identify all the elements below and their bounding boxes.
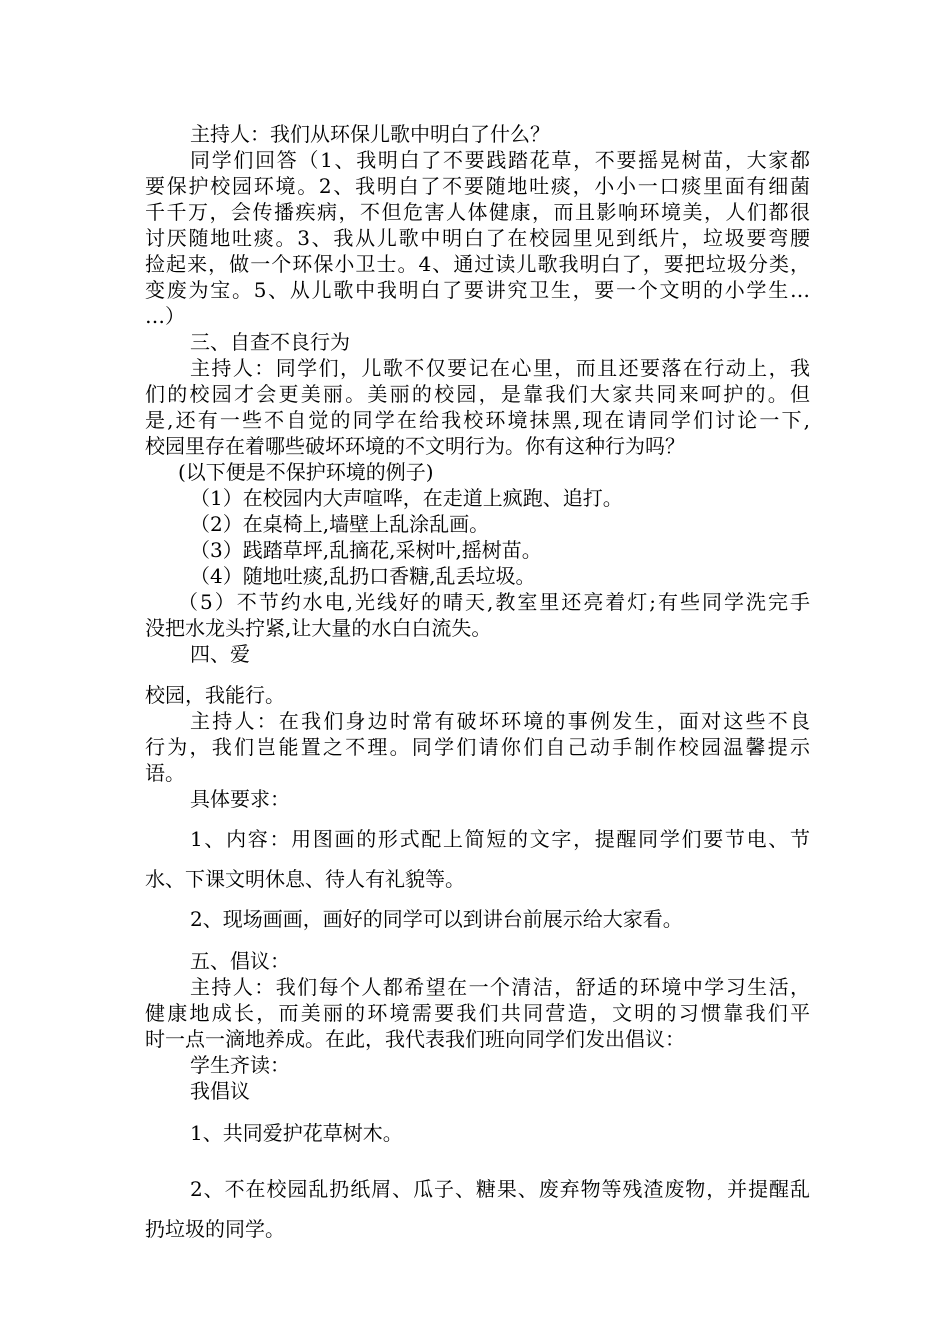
paragraph-line: 扔垃圾的同学。 — [145, 1217, 285, 1241]
paragraph-line: 要保护校园环境。2、我明白了不要随地吐痰，小小一口痰里面有细菌 — [145, 174, 810, 198]
proposal-item-1: 1、共同爱护花草树木。 — [190, 1121, 403, 1145]
section-heading-5: 五、倡议： — [190, 949, 290, 973]
paragraph-line: 们的校园才会更美丽。美丽的校园，是靠我们大家共同来呵护的。但 — [145, 382, 810, 406]
section-heading-4-cont: 校园，我能行。 — [145, 683, 285, 707]
paragraph-line: 水、下课文明休息、待人有礼貌等。 — [145, 867, 465, 891]
section-heading-4: 四、爱 — [190, 642, 250, 666]
students-read-label: 学生齐读： — [190, 1053, 290, 1077]
paragraph-line: 变废为宝。5、从儿歌中我明白了要讲究卫生，要一个文明的小学生… — [145, 278, 810, 302]
host-question-line: 主持人：我们从环保儿歌中明白了什么？ — [190, 122, 550, 146]
host-paragraph-line: 主持人：同学们，儿歌不仅要记在心里，而且还要落在行动上，我 — [190, 356, 810, 380]
paragraph-line: 健康地成长，而美丽的环境需要我们共同营造，文明的习惯靠我们平 — [145, 1001, 810, 1025]
paragraph-line: 捡起来，做一个环保小卫士。4、通过读儿歌我明白了，要把垃圾分类， — [145, 252, 810, 276]
paragraph-line: 千千万，会传播疾病，不但危害人体健康，而且影响环境美，人们都很 — [145, 200, 810, 224]
students-answer-line: 同学们回答（1、我明白了不要践踏花草，不要摇晃树苗，大家都 — [190, 148, 810, 172]
example-item-1: （1）在校园内大声喧哗，在走道上疯跑、追打。 — [190, 486, 623, 510]
paragraph-line: 时一点一滴地养成。在此，我代表我们班向同学们发出倡议： — [145, 1027, 685, 1051]
paragraph-line: 语。 — [145, 761, 185, 785]
paragraph-line: 讨厌随地吐痰。3、我从儿歌中明白了在校园里见到纸片，垃圾要弯腰 — [145, 226, 810, 250]
example-item-2: （2）在桌椅上,墙壁上乱涂乱画。 — [190, 512, 490, 536]
requirement-1: 1、内容：用图画的形式配上简短的文字，提醒同学们要节电、节 — [190, 827, 810, 851]
requirement-2: 2、现场画画，画好的同学可以到讲台前展示给大家看。 — [190, 907, 683, 931]
host-paragraph-line: 主持人：在我们身边时常有破坏环境的事例发生，面对这些不良 — [190, 709, 810, 733]
host-paragraph-line: 主持人：我们每个人都希望在一个清洁，舒适的环境中学习生活， — [190, 975, 810, 999]
proposal-item-2: 2、不在校园乱扔纸屑、瓜子、糖果、废弃物等残渣废物，并提醒乱 — [190, 1177, 810, 1201]
paragraph-line: 是,还有一些不自觉的同学在给我校环境抹黑,现在请同学们讨论一下, — [145, 408, 810, 432]
section-heading-3: 三、自查不良行为 — [190, 330, 350, 354]
example-item-5: （5）不节约水电,光线好的晴天,教室里还亮着灯;有些同学洗完手 — [178, 590, 810, 614]
examples-intro: (以下便是不保护环境的例子) — [178, 460, 434, 484]
requirements-heading: 具体要求： — [190, 787, 290, 811]
example-item-3: （3）践踏草坪,乱摘花,采树叶,摇树苗。 — [190, 538, 542, 562]
example-item-4: （4）随地吐痰,乱扔口香糖,乱丢垃圾。 — [190, 564, 536, 588]
paragraph-line: 校园里存在着哪些破坏环境的不文明行为。你有这种行为吗？ — [145, 434, 685, 458]
paragraph-line: 行为，我们岂能置之不理。同学们请你们自己动手制作校园温馨提示 — [145, 735, 810, 759]
proposal-heading: 我倡议 — [190, 1079, 250, 1103]
paragraph-line: …） — [145, 304, 185, 328]
paragraph-line: 没把水龙头拧紧,让大量的水白白流失。 — [145, 616, 492, 640]
